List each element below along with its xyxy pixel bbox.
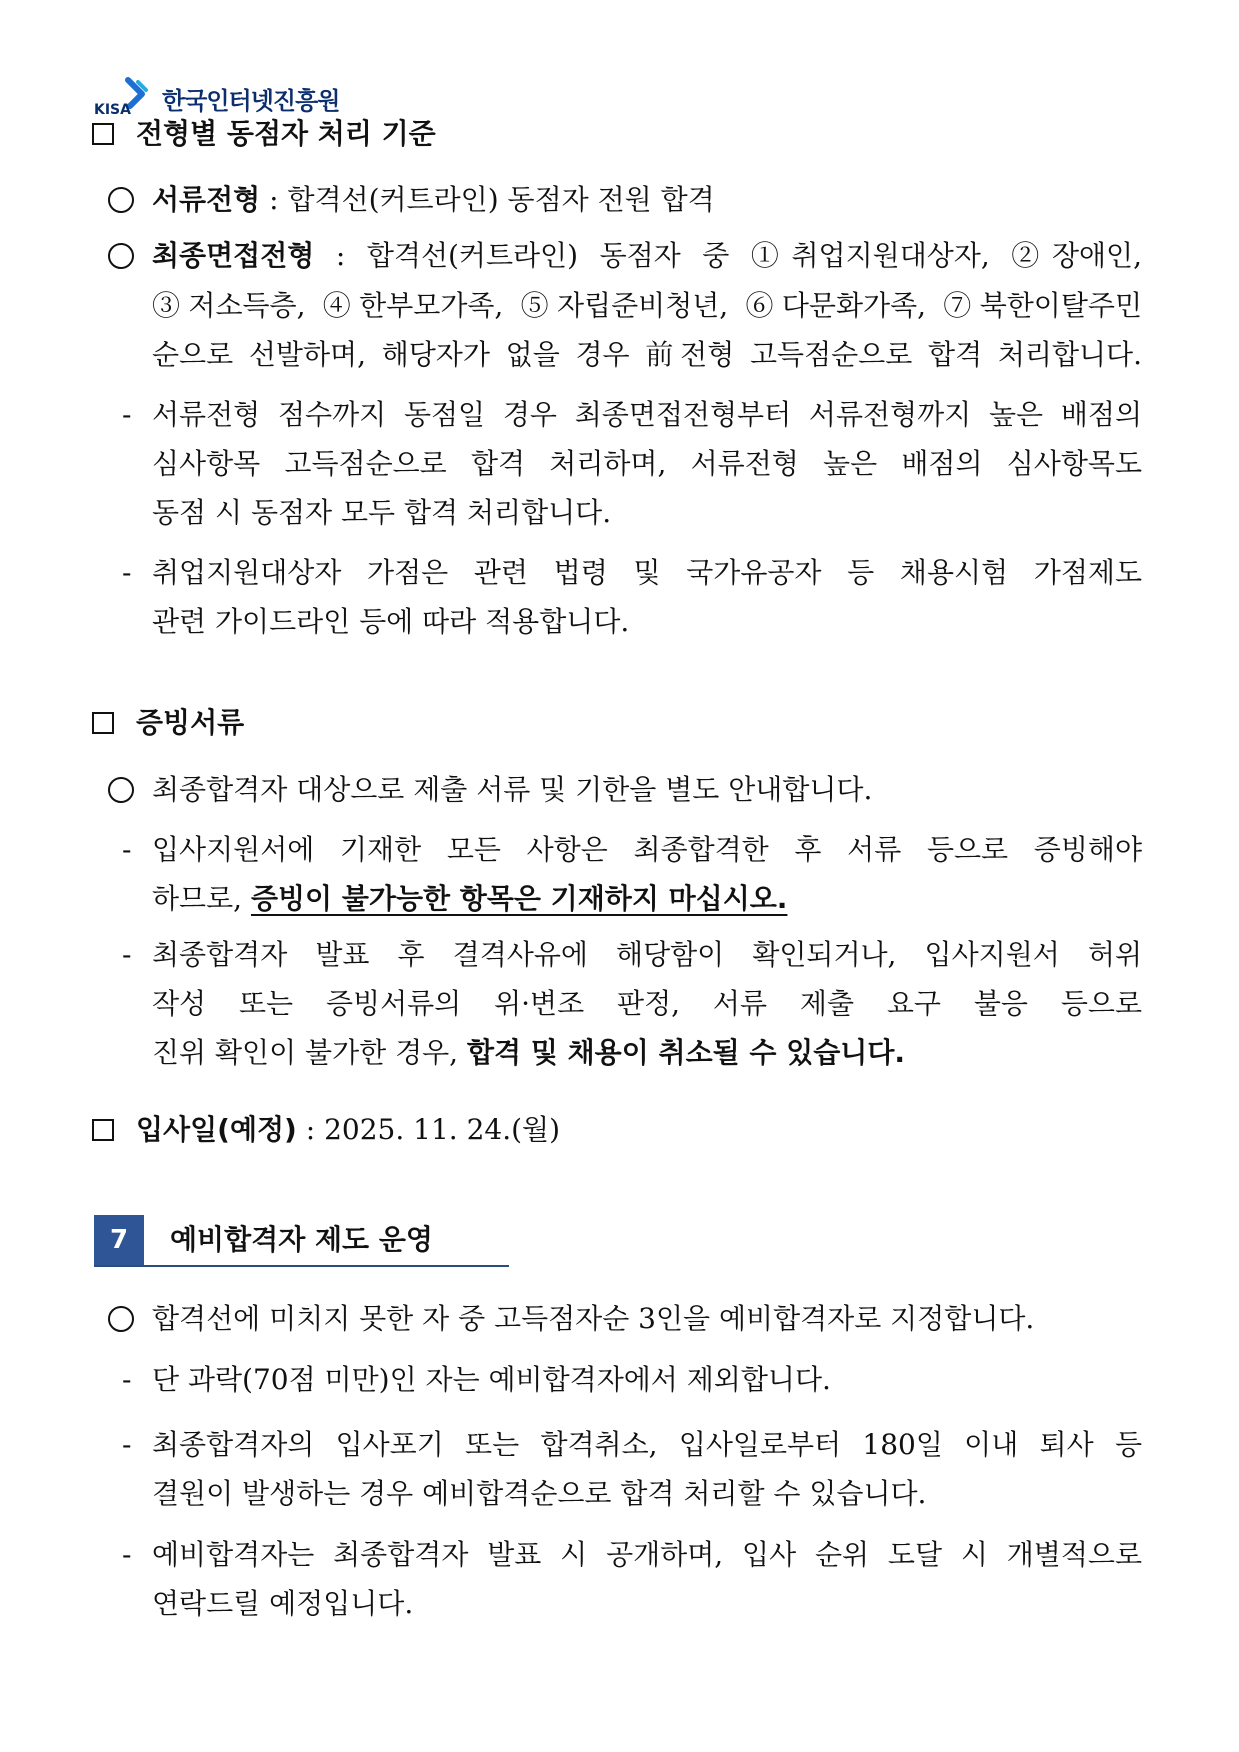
sec7-d2-line-2: 결원이 발생하는 경우 예비합격순으로 합격 처리할 수 있습니다. bbox=[152, 1477, 927, 1510]
evidence-d1-pre: 하므로, bbox=[152, 882, 251, 915]
evidence-d2-line-1: 최종합격자 발표 후 결격사유에 해당함이 확인되거나, 입사지원서 허위 bbox=[152, 938, 1142, 971]
circle-bullet-icon bbox=[108, 243, 134, 269]
section-7-header bbox=[94, 1215, 509, 1267]
dash-bullet: - bbox=[122, 938, 132, 971]
final-text-1: : 합격선(커트라인) 동점자 중 ①취업지원대상자, ②장애인, bbox=[335, 239, 1142, 272]
sec7-d1: 단 과락(70점 미만)인 자는 예비합격자에서 제외합니다. bbox=[152, 1363, 831, 1396]
tie-final-line-3: 순으로 선발하며, 해당자가 없을 경우 前전형 고득점순으로 합격 처리합니다. bbox=[152, 338, 1142, 371]
logo-kisa-text: KISA bbox=[94, 102, 131, 116]
section-7-title: 예비합격자 제도 운영 bbox=[170, 1223, 433, 1256]
evidence-d1-underlined: 증빙이 불가능한 항목은 기재하지 마십시오. bbox=[250, 882, 788, 915]
checkbox-square-icon bbox=[92, 123, 114, 145]
tie-d2-line-2: 관련 가이드라인 등에 따라 적용합니다. bbox=[152, 605, 630, 638]
tie-d1-line-2: 심사항목 고득점순으로 합격 처리하며, 서류전형 높은 배점의 심사항목도 bbox=[152, 447, 1142, 480]
evidence-d1-line-2 bbox=[152, 874, 787, 923]
sec7-d2-line-1: 최종합격자의 입사포기 또는 합격취소, 입사일로부터 180일 이내 퇴사 등 bbox=[152, 1428, 1142, 1461]
tie-heading: 전형별 동점자 처리 기준 bbox=[136, 117, 436, 150]
section-number-badge: 7 bbox=[94, 1215, 144, 1265]
dash-bullet: - bbox=[122, 556, 132, 589]
join-label: 입사일(예정) bbox=[136, 1113, 297, 1146]
tie-d2-line-1: 취업지원대상자 가점은 관련 법령 및 국가유공자 등 채용시험 가점제도 bbox=[152, 556, 1142, 589]
tie-final-line-1 bbox=[152, 231, 1142, 280]
join-value: : 2025. 11. 24.(월) bbox=[305, 1113, 560, 1146]
sec7-c1: 합격선에 미치지 못한 자 중 고득점자순 3인을 예비합격자로 지정합니다. bbox=[152, 1302, 1035, 1335]
evidence-heading: 증빙서류 bbox=[136, 706, 245, 739]
evidence-d1-line-1: 입사지원서에 기재한 모든 사항은 최종합격한 후 서류 등으로 증빙해야 bbox=[152, 833, 1142, 866]
doc-label: 서류전형 bbox=[152, 183, 261, 216]
evidence-c1: 최종합격자 대상으로 제출 서류 및 기한을 별도 안내합니다. bbox=[152, 773, 873, 806]
evidence-d2-bold: 합격 및 채용이 취소될 수 있습니다. bbox=[466, 1036, 906, 1069]
dash-bullet: - bbox=[122, 833, 132, 866]
join-date-line bbox=[136, 1105, 560, 1154]
checkbox-square-icon bbox=[92, 1119, 114, 1141]
sec7-d3-line-2: 연락드릴 예정입니다. bbox=[152, 1587, 414, 1620]
evidence-d2-line-2: 작성 또는 증빙서류의 위·변조 판정, 서류 제출 요구 불응 등으로 bbox=[152, 987, 1142, 1020]
logo-org-name: 한국인터넷진흥원 bbox=[162, 87, 340, 115]
tie-doc-line bbox=[152, 175, 715, 224]
tie-d1-line-3: 동점 시 동점자 모두 합격 처리합니다. bbox=[152, 496, 612, 529]
dash-bullet: - bbox=[122, 398, 132, 431]
tie-final-line-2: ③저소득층, ④한부모가족, ⑤자립준비청년, ⑥다문화가족, ⑦북한이탈주민 bbox=[152, 289, 1142, 322]
dash-bullet: - bbox=[122, 1363, 132, 1396]
circle-bullet-icon bbox=[108, 187, 134, 213]
evidence-d2-pre: 진위 확인이 불가한 경우, bbox=[152, 1036, 467, 1069]
final-label: 최종면접전형 bbox=[152, 239, 315, 272]
dash-bullet: - bbox=[122, 1428, 132, 1461]
circle-bullet-icon bbox=[108, 777, 134, 803]
checkbox-square-icon bbox=[92, 712, 114, 734]
tie-d1-line-1: 서류전형 점수까지 동점일 경우 최종면접전형부터 서류전형까지 높은 배점의 bbox=[152, 398, 1142, 431]
evidence-d2-line-3 bbox=[152, 1028, 905, 1077]
doc-text: : 합격선(커트라인) 동점자 전원 합격 bbox=[269, 183, 715, 216]
circle-bullet-icon bbox=[108, 1306, 134, 1332]
dash-bullet: - bbox=[122, 1538, 132, 1571]
sec7-d3-line-1: 예비합격자는 최종합격자 발표 시 공개하며, 입사 순위 도달 시 개별적으로 bbox=[152, 1538, 1142, 1571]
